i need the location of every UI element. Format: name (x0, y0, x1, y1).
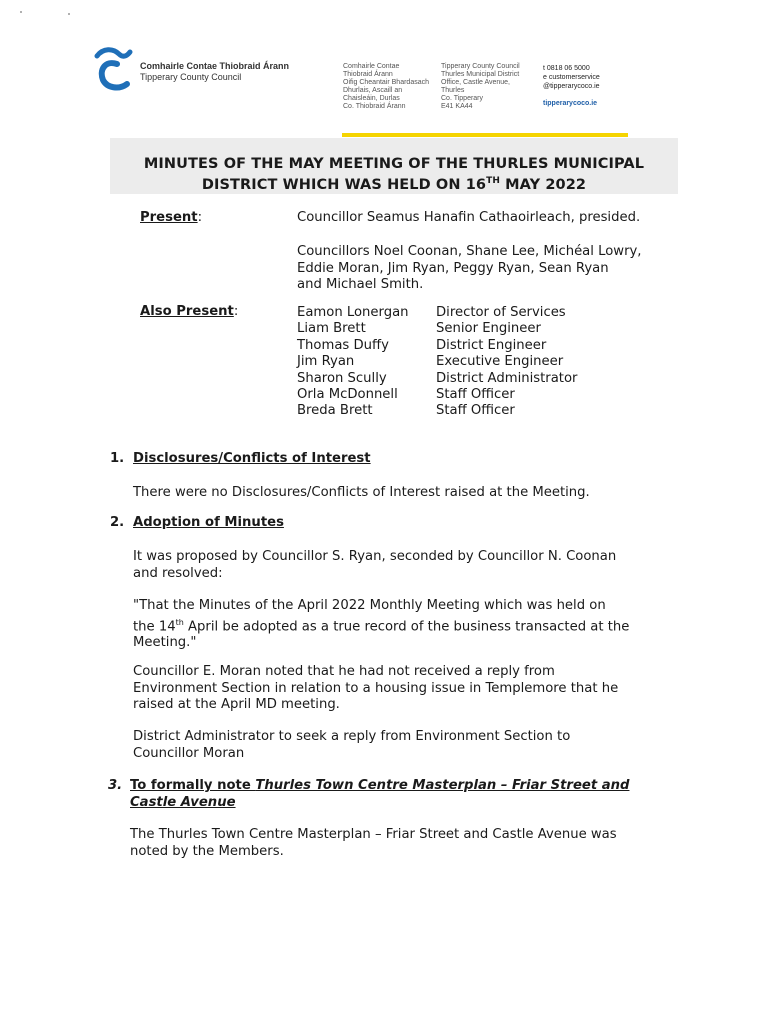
title-text: MAY 2022 (500, 176, 587, 193)
org-name-irish: Comhairle Contae Thiobraid Árann (140, 61, 290, 71)
title-superscript: TH (486, 176, 500, 186)
contact-email: e customerservice (543, 74, 600, 81)
section-1-number: 1. (110, 451, 125, 466)
scan-speck (68, 13, 70, 15)
section-3-heading-text: To formally note (130, 778, 256, 793)
address-english (441, 63, 531, 111)
staff-role: District Engineer (436, 337, 547, 353)
staff-row (297, 338, 627, 354)
paragraph-line: "That the Minutes of the April 2022 Monthly Meeting which was held on (133, 598, 606, 613)
address-line: E41 KA44 (441, 103, 473, 110)
paragraph-line: raised at the April MD meeting. (133, 697, 340, 712)
scan-speck (20, 11, 22, 13)
address-line: Chaisleáin, Durlas (343, 95, 400, 102)
section-3-heading-italic: Castle Avenue (130, 794, 236, 810)
section-1-heading-text: Disclosures/Conflicts of Interest (133, 451, 371, 466)
org-name (140, 61, 289, 83)
section-3-heading-line-1 (130, 778, 629, 795)
staff-name: Eamon Lonergan (297, 305, 409, 320)
accent-bar (342, 133, 628, 137)
staff-row (297, 321, 627, 337)
paragraph-line: Environment Section in relation to a housing issue in Templemore that he (133, 680, 619, 696)
staff-name: Jim Ryan (297, 354, 355, 370)
org-name-english: Tipperary County Council (140, 72, 242, 82)
section-2-heading-text: Adoption of Minutes (133, 515, 284, 530)
staff-row (297, 371, 627, 387)
paragraph-superscript: th (175, 617, 184, 627)
staff-role: Director of Services (436, 305, 566, 320)
paragraph-line: and resolved: (133, 565, 223, 581)
section-3-heading-italic: Thurles Town Centre Masterplan – Friar Street and (255, 778, 630, 793)
address-line: Dhurlais, Ascaill an (343, 87, 403, 94)
page-title (110, 156, 678, 194)
paragraph-line: Councillor E. Moran noted that he had not received a reply from (133, 664, 555, 679)
also-present-label-text: Also Present (140, 304, 234, 319)
address-line: Co. Thiobraid Árann (343, 103, 406, 110)
address-line: Co. Tipperary (441, 95, 484, 102)
staff-role: Staff Officer (436, 386, 515, 402)
contact-handle: @tipperarycoco.ie (543, 83, 600, 90)
staff-row (297, 305, 627, 321)
staff-name: Thomas Duffy (297, 337, 389, 353)
section-2-resolution (133, 598, 629, 652)
staff-role: District Administrator (436, 370, 578, 386)
section-3-heading-line-2 (130, 795, 629, 812)
councillors-line: Councillors Noel Coonan, Shane Lee, Michéal Lowry, (297, 244, 642, 259)
paragraph-line (133, 615, 629, 636)
section-1-text: There were no Disclosures/Conflicts of Interest raised at the Meeting. (133, 485, 590, 500)
paragraph-line: The Thurles Town Centre Masterplan – Friar Street and Castle Avenue was (130, 827, 617, 842)
section-3-number: 3. (108, 778, 123, 793)
present-colon: : (197, 210, 203, 225)
present-label (140, 210, 202, 225)
also-present-colon: : (233, 304, 239, 319)
section-1-heading (133, 451, 371, 466)
staff-row (297, 354, 627, 370)
staff-name: Sharon Scully (297, 370, 387, 386)
staff-name: Breda Brett (297, 403, 373, 419)
staff-row (297, 403, 627, 419)
address-line: Oifig Cheantair Bhardasach (343, 79, 429, 86)
present-councillors (297, 244, 642, 294)
title-text: DISTRICT WHICH WAS HELD ON 16 (201, 176, 487, 193)
paragraph-text: the 14 (133, 618, 176, 634)
present-chair: Councillor Seamus Hanafin Cathaoirleach, presided. (297, 210, 641, 225)
staff-name: Liam Brett (297, 321, 366, 337)
title-line-1: MINUTES OF THE MAY MEETING OF THE THURLES MUNICIPAL (143, 156, 645, 172)
section-2-paragraph-4 (133, 729, 570, 762)
title-line-2 (110, 173, 678, 194)
address-line: Comhairle Contae (343, 63, 400, 70)
paragraph-line: Meeting." (133, 635, 197, 651)
staff-list (297, 305, 627, 420)
section-2-heading (133, 515, 284, 530)
paragraph-line: District Administrator to seek a reply from Environment Section to (133, 729, 571, 744)
paragraph-text: April be adopted as a true record of the business transacted at the (183, 618, 630, 634)
staff-name: Orla McDonnell (297, 386, 398, 402)
paragraph-line: Councillor Moran (133, 745, 245, 761)
address-irish (343, 63, 431, 111)
section-2-paragraph-1 (133, 549, 616, 582)
council-logo (93, 46, 133, 94)
section-3-text (130, 827, 617, 860)
section-2-number: 2. (110, 515, 125, 530)
staff-row (297, 387, 627, 403)
section-2-paragraph-3 (133, 664, 618, 714)
staff-role: Executive Engineer (436, 354, 564, 370)
paragraph-line: It was proposed by Councillor S. Ryan, seconded by Councillor N. Coonan (133, 549, 617, 564)
address-line: Tipperary County Council (441, 63, 520, 70)
councillors-line: and Michael Smith. (297, 277, 424, 292)
section-3-heading (130, 778, 629, 811)
also-present-label (140, 304, 238, 319)
contact-phone: t 0818 06 5000 (543, 65, 590, 72)
paragraph-line: noted by the Members. (130, 843, 284, 859)
contact-block (543, 64, 623, 108)
staff-role: Senior Engineer (436, 321, 541, 337)
address-line: Office, Castle Avenue, (441, 79, 511, 86)
address-line: Thurles (441, 87, 465, 94)
councillors-line: Eddie Moran, Jim Ryan, Peggy Ryan, Sean Ryan (297, 260, 609, 276)
staff-role: Staff Officer (436, 403, 515, 419)
contact-website: tipperarycoco.ie (543, 100, 598, 107)
address-line: Thiobraid Árann (343, 71, 393, 78)
address-line: Thurles Municipal District (441, 71, 520, 78)
present-label-text: Present (140, 210, 198, 225)
